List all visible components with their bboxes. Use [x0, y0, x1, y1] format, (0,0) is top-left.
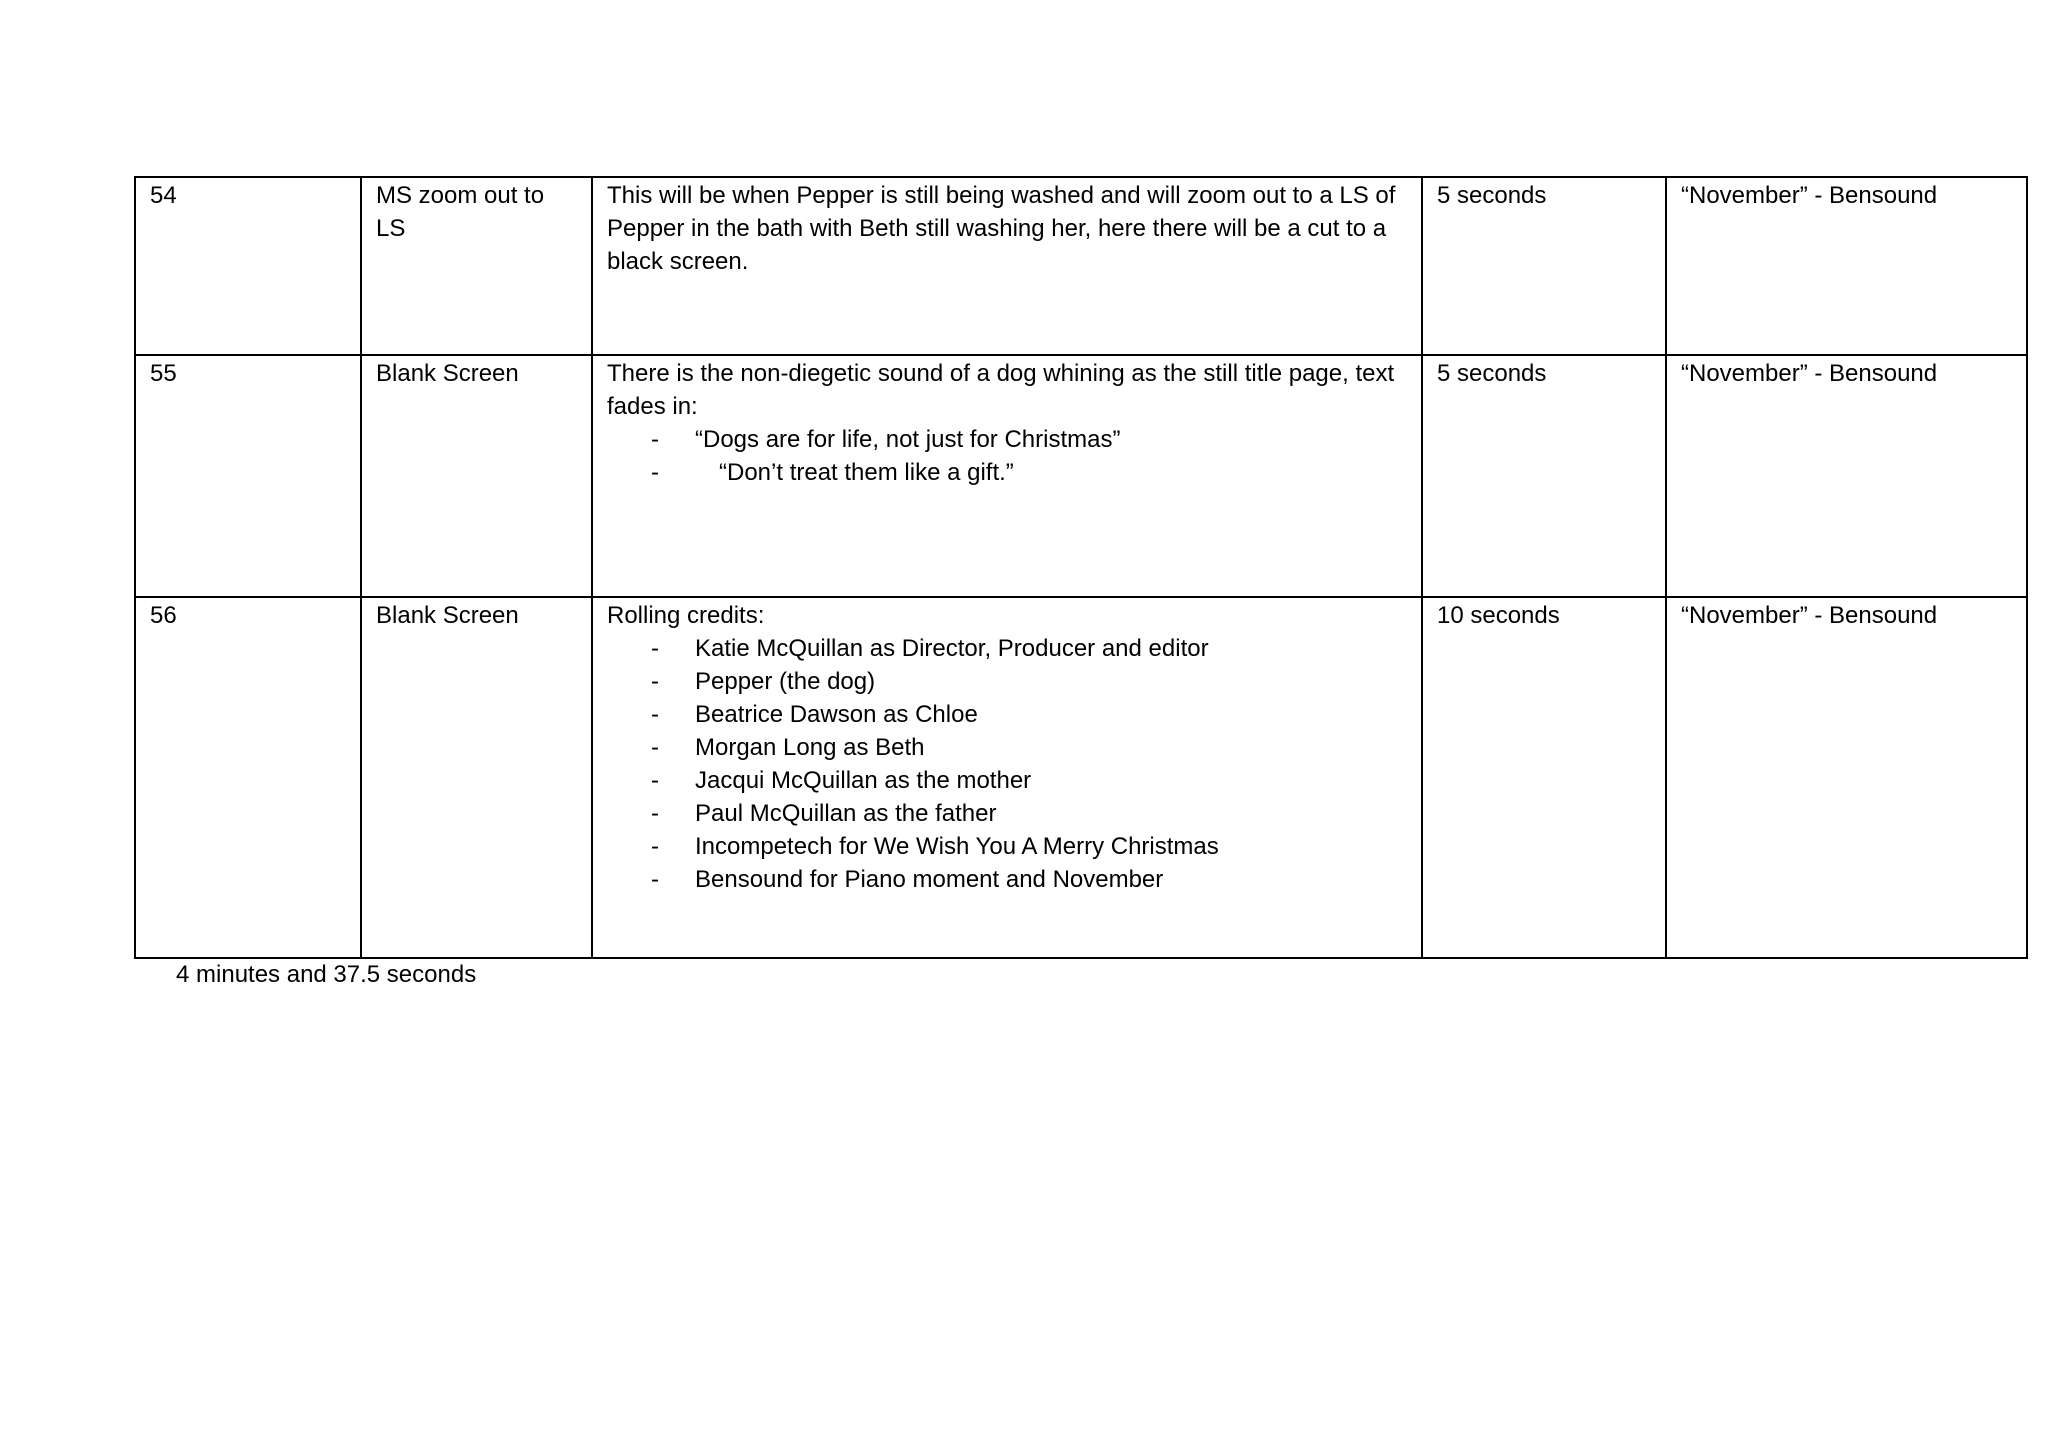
shot-number-cell [135, 177, 361, 355]
dash-bullet: - [651, 426, 659, 453]
dash-bullet: - [651, 833, 659, 860]
list-item: - Incompetech for We Wish You A Merry Christmas [607, 830, 1407, 863]
table-row [135, 177, 2027, 355]
list-item: - Bensound for Piano moment and November [607, 863, 1407, 896]
list-item: - Pepper (the dog) [607, 665, 1407, 698]
shot-type-cell [361, 597, 592, 958]
description-cell [592, 177, 1422, 355]
shot-sound: “November” - Bensound [1681, 360, 1938, 387]
list-item: - “Dogs are for life, not just for Christmas” [607, 423, 1407, 456]
dash-bullet: - [651, 767, 659, 794]
shot-number: 56 [150, 602, 177, 629]
list-item: - “Don’t treat them like a gift.” [607, 456, 1407, 489]
shot-sound: “November” - Bensound [1681, 602, 1938, 629]
shot-number-cell [135, 597, 361, 958]
table-row [135, 597, 2027, 958]
shot-number: 54 [150, 182, 177, 209]
list-item: - Morgan Long as Beth [607, 731, 1407, 764]
total-duration: 4 minutes and 37.5 seconds [176, 961, 477, 988]
shot-duration: 5 seconds [1437, 182, 1547, 209]
dash-bullet: - [651, 866, 659, 893]
shot-type-cell [361, 177, 592, 355]
list-item: - Beatrice Dawson as Chloe [607, 698, 1407, 731]
shot-description: Rolling credits: [607, 602, 765, 629]
shot-duration: 10 seconds [1437, 602, 1560, 629]
sound-cell [1666, 597, 2027, 958]
list-item: - Paul McQuillan as the father [607, 797, 1407, 830]
shot-type-cell [361, 355, 592, 597]
description-cell [592, 597, 1422, 958]
dash-bullet: - [651, 459, 659, 486]
list-item: - Katie McQuillan as Director, Producer and editor [607, 632, 1407, 665]
dash-bullet: - [651, 734, 659, 761]
duration-cell [1422, 355, 1666, 597]
shot-type: Blank Screen [376, 360, 519, 387]
shot-type: Blank Screen [376, 602, 519, 629]
shot-number-cell [135, 355, 361, 597]
text-list [607, 423, 1407, 489]
duration-cell [1422, 177, 1666, 355]
credits-list [607, 632, 1407, 896]
shot-duration: 5 seconds [1437, 360, 1547, 387]
shot-number: 55 [150, 360, 177, 387]
shot-list-table [134, 176, 2028, 959]
shot-sound: “November” - Bensound [1681, 182, 1938, 209]
shot-description: This will be when Pepper is still being washed and will zoom out to a LS of Pepper in the bath with Beth still washing her, here there will be a cut to a black screen. [607, 182, 1396, 275]
list-item: - Jacqui McQuillan as the mother [607, 764, 1407, 797]
duration-cell [1422, 597, 1666, 958]
dash-bullet: - [651, 635, 659, 662]
table-row [135, 355, 2027, 597]
shot-type: MS zoom out to LS [376, 182, 545, 242]
dash-bullet: - [651, 668, 659, 695]
dash-bullet: - [651, 800, 659, 827]
shot-description: There is the non-diegetic sound of a dog whining as the still title page, text fades in: [607, 360, 1395, 420]
sound-cell [1666, 355, 2027, 597]
dash-bullet: - [651, 701, 659, 728]
sound-cell [1666, 177, 2027, 355]
description-cell [592, 355, 1422, 597]
